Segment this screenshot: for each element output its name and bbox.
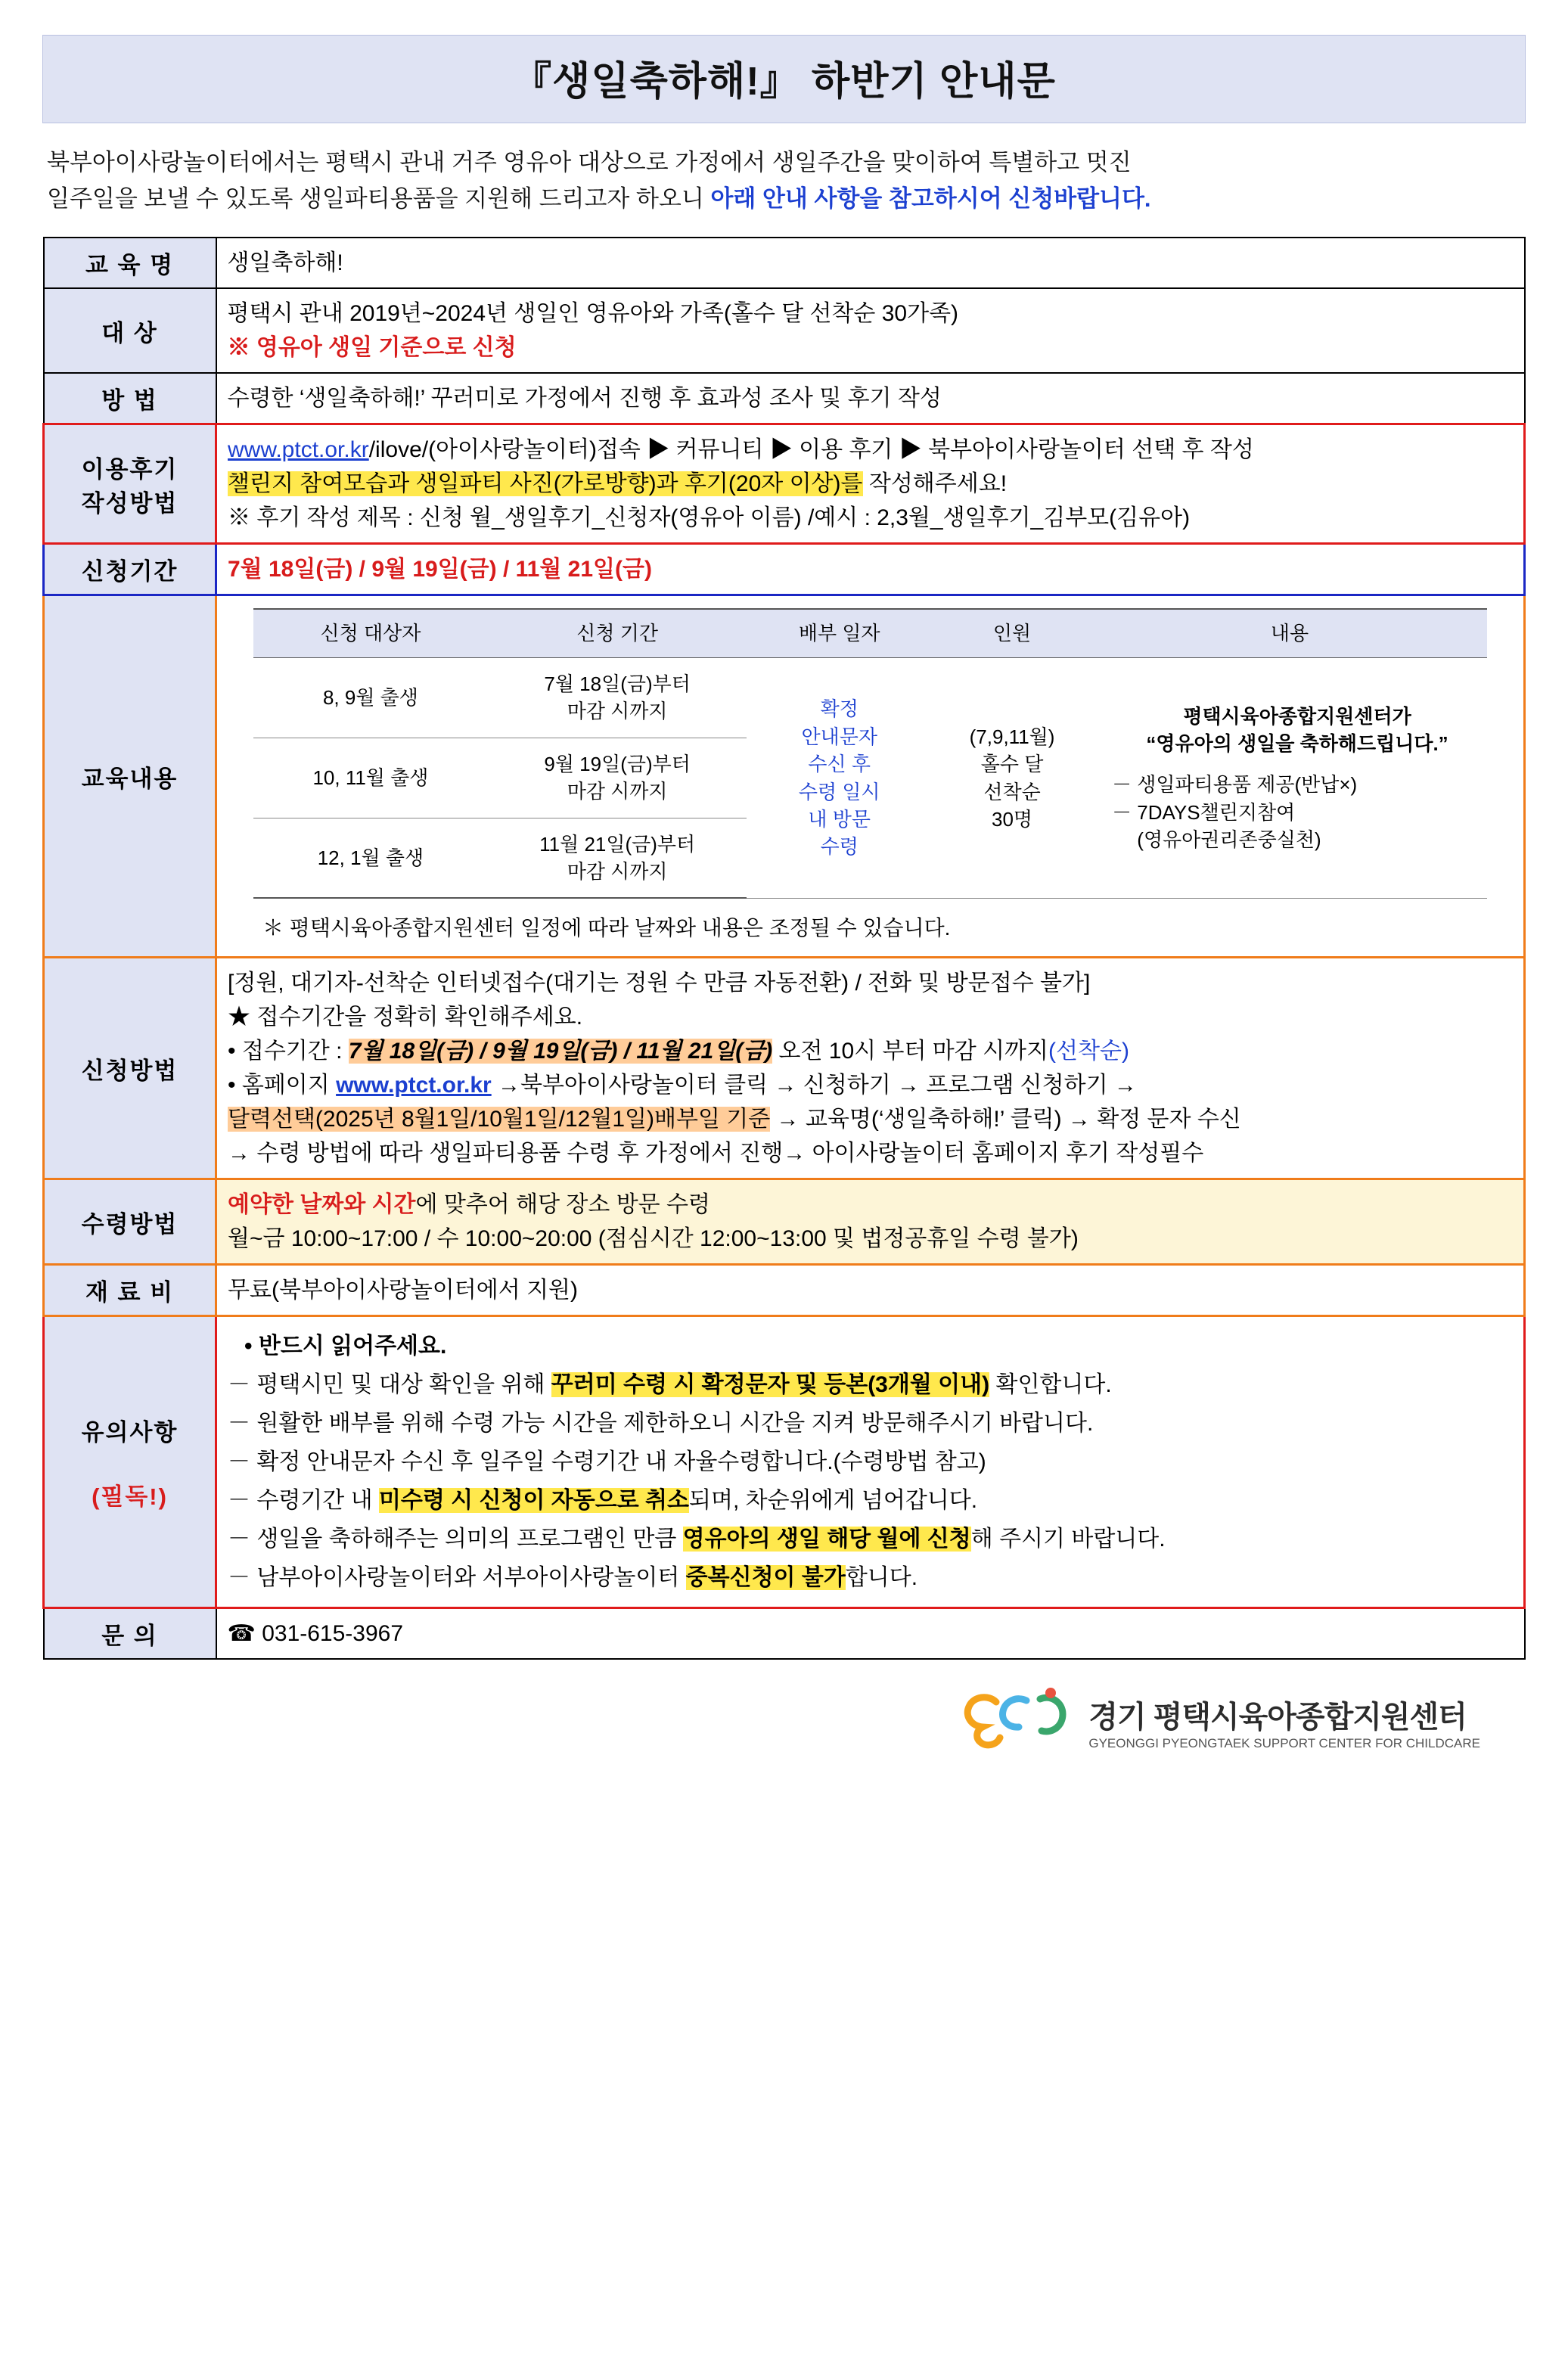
label-target: 대 상 xyxy=(44,288,216,373)
distribute-line-6: 수령 xyxy=(820,835,859,859)
notice-item-1-post: 확인합니다. xyxy=(989,1372,1112,1398)
center-logo-icon xyxy=(961,1685,1075,1759)
value-pickup xyxy=(216,1179,1525,1265)
notice-head: • 반드시 읽어주세요. xyxy=(244,1334,447,1359)
intro-paragraph xyxy=(47,144,1521,217)
label-material-fee: 재 료 비 xyxy=(44,1265,216,1316)
value-material-fee: 무료(북부아이사랑놀이터에서 지원) xyxy=(216,1265,1525,1316)
label-notice-line2: (필독!) xyxy=(92,1483,168,1510)
distribute-line-2: 안내문자 xyxy=(801,725,877,748)
list-item xyxy=(228,1483,1513,1517)
label-notice xyxy=(44,1316,216,1608)
distribute-line-3: 수신 후 xyxy=(808,753,871,776)
notice-item-2-pre: － 원활한 배부를 위해 수령 가능 시간을 제한하오니 시간을 지켜 방문해주시기 바랍니다. xyxy=(228,1411,1094,1437)
notice-item-1-highlight: 꾸러미 수령 시 확정문자 및 등본(3개월 이내) xyxy=(551,1372,990,1398)
label-review-guide-line2: 작성방법 xyxy=(81,489,179,517)
apply-line-6: → 수령 방법에 따라 생일파티용품 수령 후 가정에서 진행→ 아이사랑놀이터 홈페이지 후기 작성필수 xyxy=(228,1141,1204,1166)
apply-line-5-rest: → 교육명(‘생일축하해!’ 클릭) → 확정 문자 수신 xyxy=(770,1107,1241,1132)
row-method xyxy=(44,373,1525,424)
capacity-line-4: 30명 xyxy=(992,807,1033,831)
review-line-1 xyxy=(228,433,1513,467)
value-program-name: 생일축하해! xyxy=(216,238,1525,288)
pickup-line-1 xyxy=(228,1188,1513,1222)
apply-line-4 xyxy=(228,1068,1513,1102)
footer-logo-sub: GYEONGGI PYEONGTAEK SUPPORT CENTER FOR CHILDCARE xyxy=(1088,1736,1480,1751)
schedule-period-3 xyxy=(488,818,747,898)
row-notice xyxy=(44,1316,1525,1608)
pickup-line-2: 월~금 10:00~17:00 / 수 10:00~20:00 (점심시간 12:00~13:00 및 법정공휴일 수령 불가) xyxy=(228,1226,1079,1252)
label-contents: 교육내용 xyxy=(44,595,216,958)
review-line-3: ※ 후기 작성 제목 : 신청 월_생일후기_신청자(영유아 이름) /예시 : 2,3월_생일후기_김부모(김유아) xyxy=(228,505,1191,531)
list-item xyxy=(228,1445,1513,1479)
label-notice-line1: 유의사항 xyxy=(81,1418,179,1446)
distribute-line-5: 내 방문 xyxy=(808,807,871,831)
schedule-target-1: 8, 9월 출생 xyxy=(253,658,488,738)
intro-line-2-emphasis: 아래 안내 사항을 참고하시어 신청바랍니다. xyxy=(710,185,1151,213)
review-line-2 xyxy=(228,467,1513,501)
detail-title-1: 평택시육아종합지원센터가 xyxy=(1183,704,1411,728)
distribute-line-4: 수령 일시 xyxy=(798,780,880,803)
schedule-header-detail: 내용 xyxy=(1092,609,1487,658)
row-program-name xyxy=(44,238,1525,288)
list-item xyxy=(228,1561,1513,1595)
schedule-period-2-line2: 마감 시까지 xyxy=(567,780,668,803)
document-title-bar xyxy=(42,35,1526,123)
row-material-fee xyxy=(44,1265,1525,1316)
apply-calendar-highlight: 달력선택(2025년 8월1일/10월1일/12월1일)배부일 기준 xyxy=(228,1107,771,1132)
schedule-header-target: 신청 대상자 xyxy=(253,609,488,658)
apply-line-3-mid: 오전 10시 부터 마감 시까지 xyxy=(772,1039,1049,1064)
detail-title-2: “영유아의 생일을 축하해드립니다.” xyxy=(1146,732,1448,755)
distribute-line-1: 확정 xyxy=(820,697,859,721)
apply-line-2: ★ 접수기간을 정확히 확인해주세요. xyxy=(228,1005,583,1030)
schedule-row xyxy=(253,658,1487,738)
value-method: 수령한 ‘생일축하해!’ 꾸러미로 가정에서 진행 후 효과성 조사 및 후기 작성 xyxy=(216,373,1525,424)
label-review-guide xyxy=(44,424,216,544)
schedule-header-capacity: 인원 xyxy=(932,609,1092,658)
notice-item-1-pre: － 평택시민 및 대상 확인을 위해 xyxy=(228,1372,551,1398)
schedule-period-3-line2: 마감 시까지 xyxy=(567,860,668,884)
label-how-to-apply: 신청방법 xyxy=(44,958,216,1179)
value-contents xyxy=(216,595,1525,958)
target-line-1: 평택시 관내 2019년~2024년 생일인 영유아와 가족(홀수 달 선착순 30가족) xyxy=(227,301,959,327)
notice-item-5-post: 해 주시기 바랍니다. xyxy=(970,1527,1166,1552)
schedule-target-2: 10, 11월 출생 xyxy=(253,738,488,818)
notice-item-6-pre: － 남부아이사랑놀이터와 서부아이사랑놀이터 xyxy=(228,1565,686,1591)
apply-line-4-pre: • 홈페이지 xyxy=(228,1073,337,1098)
list-item xyxy=(228,1368,1513,1402)
review-line-2-rest: 작성해주세요! xyxy=(862,471,1008,497)
detail-item-2: － 7DAYS챌린지참여 xyxy=(1112,800,1296,824)
review-website-link[interactable]: www.ptct.or.kr xyxy=(228,437,369,463)
notice-item-3-pre: － 확정 안내문자 수신 후 일주일 수령기간 내 자율수령합니다.(수령방법 참고) xyxy=(228,1449,986,1475)
detail-item-1: － 생일파티용품 제공(반납×) xyxy=(1112,773,1358,797)
row-contents xyxy=(44,595,1525,958)
apply-line-3 xyxy=(228,1034,1513,1068)
schedule-header-period: 신청 기간 xyxy=(488,609,747,658)
notice-item-4-highlight: 미수령 시 신청이 자동으로 취소 xyxy=(378,1488,689,1514)
notice-item-5-highlight: 영유아의 생일 해당 월에 신청 xyxy=(682,1527,971,1552)
schedule-header-row xyxy=(253,609,1487,658)
row-inquiry xyxy=(44,1608,1525,1660)
schedule-period-3-line1: 11월 21일(금)부터 xyxy=(539,832,696,856)
notice-item-6-highlight: 중복신청이 불가 xyxy=(685,1565,846,1591)
page-title: 『생일축하해!』 하반기 안내문 xyxy=(512,60,1056,104)
schedule-target-3: 12, 1월 출생 xyxy=(253,818,488,898)
schedule-table xyxy=(253,608,1487,899)
value-notice xyxy=(216,1316,1525,1608)
value-target xyxy=(216,288,1525,373)
notice-item-6-post: 합니다. xyxy=(845,1565,918,1591)
row-how-to-apply xyxy=(44,958,1525,1179)
pickup-emphasis: 예약한 날짜와 시간 xyxy=(228,1192,416,1218)
row-review-guide xyxy=(44,424,1525,544)
label-apply-period: 신청기간 xyxy=(44,544,216,595)
target-line-2: ※ 영유아 생일 기준으로 신청 xyxy=(227,335,517,361)
schedule-capacity-cell xyxy=(932,658,1092,899)
schedule-distribute-cell xyxy=(747,658,932,899)
schedule-period-1 xyxy=(488,658,747,738)
value-apply-period: 7월 18일(금) / 9월 19일(금) / 11월 21일(금) xyxy=(216,544,1525,595)
value-inquiry: ☎ 031-615-3967 xyxy=(216,1608,1525,1660)
apply-period-highlight: 7월 18일(금) / 9월 19일(금) / 11월 21일(금) xyxy=(348,1039,773,1064)
capacity-line-1: (7,9,11월) xyxy=(969,725,1055,748)
list-item xyxy=(228,1522,1513,1556)
list-item xyxy=(228,1406,1513,1440)
notice-item-5-pre: － 생일을 축하해주는 의미의 프로그램인 만큼 xyxy=(228,1527,683,1552)
footer-logo-main: 경기 평택시육아종합지원센터 xyxy=(1088,1701,1467,1735)
schedule-header-distribute: 배부 일자 xyxy=(747,609,932,658)
schedule-period-1-line1: 7월 18일(금)부터 xyxy=(544,672,691,696)
label-inquiry: 문 의 xyxy=(44,1608,216,1660)
footer-logo-text xyxy=(1088,1693,1480,1751)
footer-logo xyxy=(42,1685,1526,1781)
info-table xyxy=(42,237,1526,1660)
notice-list xyxy=(228,1329,1513,1595)
notice-item-4-post: 되며, 차순위에게 넘어갑니다. xyxy=(689,1488,978,1514)
label-method: 방 법 xyxy=(44,373,216,424)
detail-item-3: (영유아권리존중실천) xyxy=(1112,828,1321,852)
label-program-name: 교 육 명 xyxy=(44,238,216,288)
label-review-guide-line1: 이용후기 xyxy=(81,455,179,483)
apply-line-1: [정원, 대기자-선착순 인터넷접수(대기는 정원 수 만큼 자동전환) / 전화 및 방문접수 불가] xyxy=(228,971,1091,996)
apply-line-3-pre: • 접수기간 : xyxy=(228,1039,349,1064)
schedule-note: ＊ 평택시육아종합지원센터 일정에 따라 날짜와 내용은 조정될 수 있습니다. xyxy=(262,916,951,940)
pickup-line-1-rest: 에 맞추어 해당 장소 방문 수령 xyxy=(415,1192,710,1218)
row-apply-period xyxy=(44,544,1525,595)
capacity-line-2: 홀수 달 xyxy=(980,753,1044,776)
schedule-period-2 xyxy=(488,738,747,818)
capacity-line-3: 선착순 xyxy=(983,780,1041,803)
apply-website-link[interactable]: www.ptct.or.kr xyxy=(336,1073,492,1098)
intro-line-1: 북부아이사랑놀이터에서는 평택시 관내 거주 영유아 대상으로 가정에서 생일주간을 맞이하여 특별하고 멋진 xyxy=(47,149,1132,175)
schedule-period-1-line2: 마감 시까지 xyxy=(567,700,668,723)
apply-line-5 xyxy=(228,1102,1513,1136)
label-pickup: 수령방법 xyxy=(44,1179,216,1265)
schedule-detail-cell xyxy=(1092,658,1487,899)
apply-line-3-blue: (선착순) xyxy=(1048,1039,1129,1064)
review-line-2-highlight: 챌린지 참여모습과 생일파티 사진(가로방향)과 후기(20자 이상)를 xyxy=(228,471,863,497)
row-pickup xyxy=(44,1179,1525,1265)
value-how-to-apply xyxy=(216,958,1525,1179)
intro-line-2-plain: 일주일을 보낼 수 있도록 생일파티용품을 지원해 드리고자 하오니 xyxy=(47,185,711,213)
review-line-1-rest: /ilove/(아이사랑놀이터)접속 ▶ 커뮤니티 ▶ 이용 후기 ▶ 북부아이사랑놀이터 선택 후 작성 xyxy=(368,437,1254,463)
row-target xyxy=(44,288,1525,373)
notice-item-4-pre: － 수령기간 내 xyxy=(228,1488,379,1514)
value-review-guide xyxy=(216,424,1525,544)
schedule-period-2-line1: 9월 19일(금)부터 xyxy=(544,752,691,775)
apply-line-4-rest: →북부아이사랑놀이터 클릭 → 신청하기 → 프로그램 신청하기 → xyxy=(491,1073,1137,1098)
